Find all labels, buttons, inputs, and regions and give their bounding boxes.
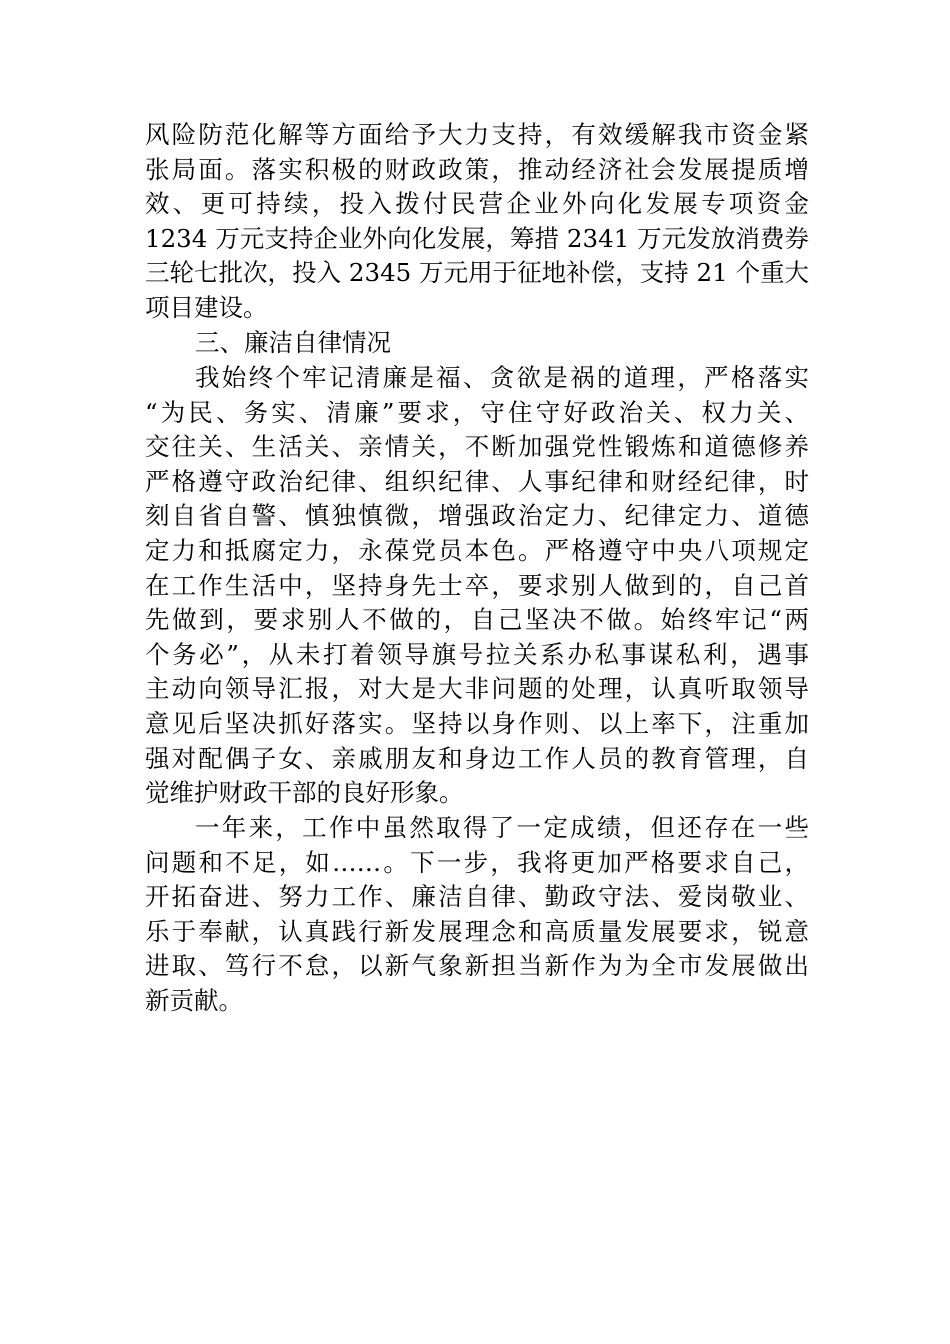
- paragraph-summary: [145, 811, 809, 1019]
- text-line: 意见后坚决抓好落实。坚持以身作则、以上率下，注重加: [145, 708, 809, 738]
- text-line: “为民、务实、清廉”要求，守住守好政治关、权力关、: [145, 397, 809, 427]
- text-line: 主动向领导汇报，对大是大非问题的处理，认真听取领导: [145, 674, 809, 704]
- text-line: 我始终个牢记清廉是福、贪欲是祸的道理，严格落实: [195, 363, 809, 392]
- section-heading-block: [145, 326, 809, 361]
- text-line: 问题和不足，如……。下一步，我将更加严格要求自己，: [145, 847, 809, 877]
- text-line: 开拓奋进、努力工作、廉洁自律、勤政守法、爱岗敬业、: [145, 882, 809, 912]
- text-line: 个务必”，从未打着领导旗号拉关系办私事谋私利，遇事: [145, 639, 809, 669]
- text-line: 觉维护财政干部的良好形象。: [145, 778, 464, 808]
- text-line: 效、更可持续，投入拨付民营企业外向化发展专项资金: [145, 189, 809, 219]
- text-line: 刻自省自警、慎独慎微，增强政治定力、纪律定力、道德: [145, 501, 809, 531]
- text-line: 张局面。落实积极的财政政策，推动经济社会发展提质增: [145, 154, 809, 184]
- text-line: 强对配偶子女、亲戚朋友和身边工作人员的教育管理，自: [145, 743, 809, 773]
- paragraph-funding-support: [145, 118, 809, 326]
- text-line: 1234 万元支持企业外向化发展，筹措 2341 万元发放消费券: [145, 223, 809, 253]
- text-line: 严格遵守政治纪律、组织纪律、人事纪律和财经纪律，时: [145, 466, 809, 496]
- text-line: 一年来，工作中虽然取得了一定成绩，但还存在一些: [195, 813, 809, 842]
- text-line: 在工作生活中，坚持身先士卒，要求别人做到的，自己首: [145, 570, 809, 600]
- text-line: 新贡献。: [145, 985, 243, 1015]
- text-line: 交往关、生活关、亲情关，不断加强党性锻炼和道德修养: [145, 432, 809, 462]
- text-line: 乐于奉献，认真践行新发展理念和高质量发展要求，锐意: [145, 916, 809, 946]
- paragraph-integrity: [145, 361, 809, 811]
- section-heading: 三、廉洁自律情况: [195, 328, 391, 357]
- text-line: 风险防范化解等方面给予大力支持，有效缓解我市资金紧: [145, 120, 809, 149]
- text-line: 进取、笃行不怠，以新气象新担当新作为为全市发展做出: [145, 951, 809, 981]
- text-line: 先做到，要求别人不做的，自己坚决不做。始终牢记“两: [145, 605, 809, 635]
- text-line: 三轮七批次，投入 2345 万元用于征地补偿，支持 21 个重大: [145, 258, 809, 288]
- text-line: 定力和抵腐定力，永葆党员本色。严格遵守中央八项规定: [145, 535, 809, 565]
- text-line: 项目建设。: [145, 292, 268, 322]
